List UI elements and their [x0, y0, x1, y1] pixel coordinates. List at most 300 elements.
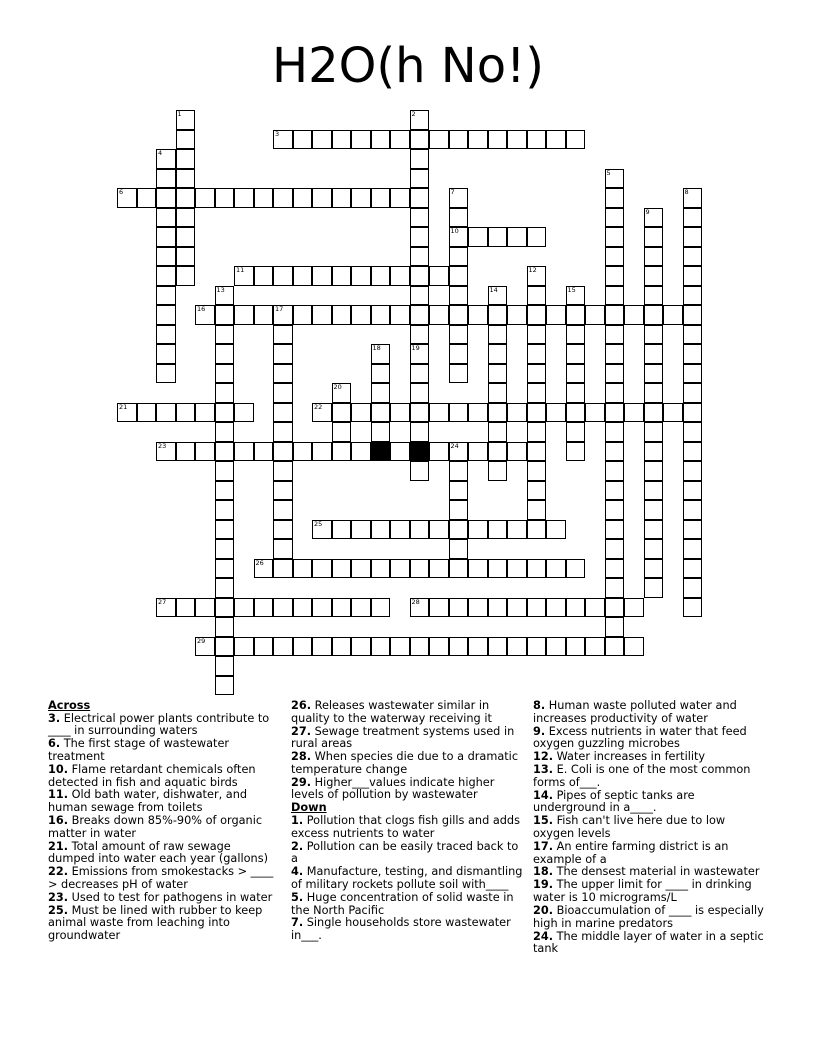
- grid-cell[interactable]: [566, 383, 586, 403]
- grid-cell[interactable]: [390, 442, 410, 462]
- grid-cell[interactable]: [332, 442, 352, 462]
- grid-cell[interactable]: [293, 130, 313, 150]
- grid-cell[interactable]: [605, 266, 625, 286]
- grid-cell[interactable]: [429, 598, 449, 618]
- grid-cell[interactable]: [468, 637, 488, 657]
- grid-cell[interactable]: [390, 403, 410, 423]
- clue-down-24[interactable]: 24. The middle layer of water in a septic tank: [533, 929, 764, 956]
- grid-cell[interactable]: [176, 169, 196, 189]
- grid-cell[interactable]: [527, 598, 547, 618]
- grid-cell[interactable]: [605, 520, 625, 540]
- grid-cell[interactable]: [644, 520, 664, 540]
- clue-down-2[interactable]: 2. Pollution can be easily traced back to a: [291, 839, 519, 866]
- grid-cell[interactable]: [371, 403, 391, 423]
- grid-cell[interactable]: [156, 364, 176, 384]
- grid-cell[interactable]: [527, 422, 547, 442]
- grid-cell[interactable]: [156, 403, 176, 423]
- clue-down-14[interactable]: 14. Pipes of septic tanks are underground in a____.: [533, 788, 695, 815]
- grid-cell[interactable]: [390, 637, 410, 657]
- grid-cell[interactable]: [371, 305, 391, 325]
- grid-cell[interactable]: [351, 188, 371, 208]
- grid-cell[interactable]: [468, 403, 488, 423]
- grid-cell[interactable]: [683, 286, 703, 306]
- grid-cell[interactable]: [371, 364, 391, 384]
- grid-cell[interactable]: [527, 325, 547, 345]
- grid-cell[interactable]: [488, 130, 508, 150]
- grid-cell[interactable]: [683, 344, 703, 364]
- grid-cell[interactable]: [566, 559, 586, 579]
- grid-cell[interactable]: [215, 481, 235, 501]
- grid-cell[interactable]: [527, 364, 547, 384]
- grid-cell[interactable]: [351, 305, 371, 325]
- grid-cell[interactable]: [488, 344, 508, 364]
- grid-cell[interactable]: [449, 520, 469, 540]
- grid-cell[interactable]: [312, 130, 332, 150]
- grid-cell[interactable]: [371, 598, 391, 618]
- grid-cell[interactable]: [683, 578, 703, 598]
- grid-cell[interactable]: [351, 559, 371, 579]
- clue-down-18[interactable]: 18. The densest material in wastewater: [533, 865, 760, 879]
- clue-across-6[interactable]: 6. The first stage of wastewater treatment: [48, 737, 230, 763]
- grid-cell[interactable]: [234, 403, 254, 423]
- grid-cell[interactable]: [429, 266, 449, 286]
- grid-cell[interactable]: [390, 266, 410, 286]
- grid-cell[interactable]: [215, 344, 235, 364]
- grid-cell[interactable]: [683, 461, 703, 481]
- grid-cell[interactable]: [156, 169, 176, 189]
- grid-cell[interactable]: [351, 130, 371, 150]
- grid-cell[interactable]: [683, 539, 703, 559]
- grid-cell[interactable]: [390, 188, 410, 208]
- grid-cell[interactable]: [137, 188, 157, 208]
- grid-cell[interactable]: [332, 520, 352, 540]
- grid-cell[interactable]: [293, 188, 313, 208]
- grid-cell[interactable]: [254, 637, 274, 657]
- grid-cell[interactable]: [605, 227, 625, 247]
- grid-cell[interactable]: [527, 403, 547, 423]
- grid-cell[interactable]: [410, 286, 430, 306]
- grid-cell[interactable]: [332, 422, 352, 442]
- grid-cell[interactable]: [234, 637, 254, 657]
- grid-cell[interactable]: [410, 637, 430, 657]
- grid-cell[interactable]: [429, 637, 449, 657]
- grid-cell[interactable]: [312, 442, 332, 462]
- grid-cell[interactable]: [605, 617, 625, 637]
- grid-cell[interactable]: [273, 266, 293, 286]
- grid-cell[interactable]: [176, 227, 196, 247]
- clue-across-21[interactable]: 21. Total amount of raw sewage dumped into water each year (gallons): [48, 839, 268, 866]
- grid-cell[interactable]: [683, 422, 703, 442]
- clue-down-20[interactable]: 20. Bioaccumulation of ____ is especially high in marine predators: [533, 903, 764, 930]
- grid-cell[interactable]: [156, 305, 176, 325]
- grid-cell[interactable]: [215, 442, 235, 462]
- grid-cell[interactable]: [429, 403, 449, 423]
- grid-cell[interactable]: [644, 539, 664, 559]
- grid-cell[interactable]: [371, 637, 391, 657]
- grid-cell[interactable]: [605, 578, 625, 598]
- grid-cell[interactable]: [351, 266, 371, 286]
- grid-cell[interactable]: [644, 227, 664, 247]
- grid-cell[interactable]: [273, 325, 293, 345]
- grid-cell[interactable]: [215, 617, 235, 637]
- grid-cell[interactable]: [215, 598, 235, 618]
- grid-cell[interactable]: [156, 325, 176, 345]
- grid-cell[interactable]: [605, 344, 625, 364]
- grid-cell[interactable]: [312, 266, 332, 286]
- grid-cell[interactable]: [644, 500, 664, 520]
- grid-cell[interactable]: [176, 130, 196, 150]
- grid-cell[interactable]: [332, 403, 352, 423]
- grid-cell[interactable]: [605, 364, 625, 384]
- grid-cell[interactable]: [683, 383, 703, 403]
- grid-cell[interactable]: [410, 227, 430, 247]
- grid-cell[interactable]: [449, 344, 469, 364]
- grid-cell[interactable]: [488, 520, 508, 540]
- grid-cell[interactable]: [546, 130, 566, 150]
- grid-cell[interactable]: [273, 520, 293, 540]
- grid-cell[interactable]: [176, 188, 196, 208]
- grid-cell[interactable]: [449, 247, 469, 267]
- grid-cell[interactable]: [644, 559, 664, 579]
- clue-across-16[interactable]: 16. Breaks down 85%-90% of organic matter in water: [48, 814, 263, 840]
- grid-cell[interactable]: [273, 461, 293, 481]
- grid-cell[interactable]: [546, 403, 566, 423]
- clue-across-3[interactable]: 3. Electrical power plants contribute to ____ in surrounding waters: [48, 711, 270, 738]
- clue-across-23[interactable]: 23. Used to test for pathogens in water: [48, 890, 273, 904]
- grid-cell[interactable]: [605, 539, 625, 559]
- grid-cell[interactable]: [215, 676, 235, 696]
- grid-cell[interactable]: [429, 559, 449, 579]
- grid-cell[interactable]: [293, 637, 313, 657]
- grid-cell[interactable]: [468, 520, 488, 540]
- grid-cell[interactable]: [624, 403, 644, 423]
- grid-cell[interactable]: [585, 403, 605, 423]
- grid-cell[interactable]: [683, 442, 703, 462]
- grid-cell[interactable]: [605, 383, 625, 403]
- clue-down-15[interactable]: 15. Fish can't live here due to low oxygen levels: [533, 814, 726, 840]
- grid-cell[interactable]: [605, 325, 625, 345]
- grid-cell[interactable]: [312, 637, 332, 657]
- clue-down-19[interactable]: 19. The upper limit for ____ in drinking water is 10 micrograms/L: [533, 878, 752, 905]
- clue-down-7[interactable]: 7. Single households store wastewater in___.: [291, 916, 511, 943]
- grid-cell[interactable]: [410, 208, 430, 228]
- grid-cell[interactable]: [312, 559, 332, 579]
- grid-cell[interactable]: [410, 305, 430, 325]
- grid-cell[interactable]: [273, 637, 293, 657]
- grid-cell[interactable]: [234, 442, 254, 462]
- grid-cell[interactable]: [410, 559, 430, 579]
- clue-across-29[interactable]: 29. Higher___values indicate higher levels of pollution by wastewater: [291, 775, 495, 802]
- clue-across-25[interactable]: 25. Must be lined with rubber to keep animal waste from leaching into groundwater: [48, 903, 263, 943]
- grid-cell[interactable]: [468, 305, 488, 325]
- grid-cell[interactable]: [527, 305, 547, 325]
- grid-cell[interactable]: [644, 305, 664, 325]
- clue-down-5[interactable]: 5. Huge concentration of solid waste in the North Pacific: [291, 890, 514, 917]
- grid-cell[interactable]: [488, 442, 508, 462]
- grid-cell[interactable]: [410, 247, 430, 267]
- grid-cell[interactable]: [683, 403, 703, 423]
- grid-cell[interactable]: [195, 188, 215, 208]
- grid-cell[interactable]: [234, 188, 254, 208]
- grid-cell[interactable]: [605, 422, 625, 442]
- grid-cell[interactable]: [234, 598, 254, 618]
- grid-cell[interactable]: [215, 539, 235, 559]
- grid-cell[interactable]: [410, 461, 430, 481]
- grid-cell[interactable]: [273, 422, 293, 442]
- grid-cell[interactable]: [527, 130, 547, 150]
- grid-cell[interactable]: [605, 481, 625, 501]
- clue-down-8[interactable]: 8. Human waste polluted water and increases productivity of water: [533, 699, 737, 725]
- grid-cell[interactable]: [234, 305, 254, 325]
- grid-cell[interactable]: [351, 520, 371, 540]
- grid-cell[interactable]: [273, 481, 293, 501]
- grid-cell[interactable]: [390, 559, 410, 579]
- grid-cell[interactable]: [195, 442, 215, 462]
- grid-cell[interactable]: [644, 442, 664, 462]
- grid-cell[interactable]: [273, 403, 293, 423]
- grid-cell[interactable]: [566, 325, 586, 345]
- grid-cell[interactable]: [332, 598, 352, 618]
- grid-cell[interactable]: [449, 266, 469, 286]
- grid-cell[interactable]: [468, 559, 488, 579]
- grid-cell[interactable]: [215, 461, 235, 481]
- grid-cell[interactable]: [429, 520, 449, 540]
- grid-cell[interactable]: [644, 325, 664, 345]
- grid-cell[interactable]: [605, 247, 625, 267]
- grid-cell[interactable]: [449, 461, 469, 481]
- grid-cell[interactable]: [488, 305, 508, 325]
- grid-cell[interactable]: [566, 403, 586, 423]
- grid-cell[interactable]: [488, 461, 508, 481]
- grid-cell[interactable]: [644, 383, 664, 403]
- grid-cell[interactable]: [273, 344, 293, 364]
- grid-cell[interactable]: [468, 130, 488, 150]
- grid-cell[interactable]: [410, 130, 430, 150]
- grid-cell[interactable]: [644, 364, 664, 384]
- grid-cell[interactable]: [215, 383, 235, 403]
- grid-cell[interactable]: [273, 383, 293, 403]
- grid-cell[interactable]: [585, 637, 605, 657]
- grid-cell[interactable]: [449, 598, 469, 618]
- clue-down-9[interactable]: 9. Excess nutrients in water that feed oxygen guzzling microbes: [533, 724, 747, 751]
- grid-cell[interactable]: [488, 364, 508, 384]
- grid-cell[interactable]: [683, 364, 703, 384]
- grid-cell[interactable]: [566, 637, 586, 657]
- grid-cell[interactable]: [683, 227, 703, 247]
- grid-cell[interactable]: [390, 305, 410, 325]
- grid-cell[interactable]: [488, 598, 508, 618]
- grid-cell[interactable]: [176, 598, 196, 618]
- grid-cell[interactable]: [156, 188, 176, 208]
- grid-cell[interactable]: [371, 130, 391, 150]
- clue-across-28[interactable]: 28. When species die due to a dramatic temperature change: [291, 750, 519, 776]
- grid-cell[interactable]: [468, 442, 488, 462]
- grid-cell[interactable]: [527, 227, 547, 247]
- grid-cell[interactable]: [527, 481, 547, 501]
- grid-cell[interactable]: [410, 325, 430, 345]
- grid-cell[interactable]: [683, 481, 703, 501]
- grid-cell[interactable]: [566, 344, 586, 364]
- grid-cell[interactable]: [527, 637, 547, 657]
- grid-cell[interactable]: [507, 227, 527, 247]
- grid-cell[interactable]: [410, 188, 430, 208]
- grid-cell[interactable]: [449, 637, 469, 657]
- clue-across-26[interactable]: 26. Releases wastewater similar in quality to the waterway receiving it: [291, 699, 492, 725]
- grid-cell[interactable]: [683, 598, 703, 618]
- grid-cell[interactable]: [566, 364, 586, 384]
- grid-cell[interactable]: [176, 247, 196, 267]
- grid-cell[interactable]: [605, 442, 625, 462]
- grid-cell[interactable]: [527, 344, 547, 364]
- grid-cell[interactable]: [644, 286, 664, 306]
- grid-cell[interactable]: [488, 637, 508, 657]
- grid-cell[interactable]: [254, 266, 274, 286]
- grid-cell[interactable]: [507, 637, 527, 657]
- grid-cell[interactable]: [293, 305, 313, 325]
- grid-cell[interactable]: [215, 364, 235, 384]
- grid-cell[interactable]: [605, 500, 625, 520]
- grid-cell[interactable]: [507, 559, 527, 579]
- grid-cell[interactable]: [215, 325, 235, 345]
- grid-cell[interactable]: [312, 305, 332, 325]
- grid-cell[interactable]: [605, 637, 625, 657]
- grid-cell[interactable]: [449, 305, 469, 325]
- grid-cell[interactable]: [332, 637, 352, 657]
- grid-cell[interactable]: [293, 559, 313, 579]
- grid-cell[interactable]: [156, 266, 176, 286]
- grid-cell[interactable]: [254, 442, 274, 462]
- grid-cell[interactable]: [488, 559, 508, 579]
- grid-cell[interactable]: [351, 442, 371, 462]
- grid-cell[interactable]: [644, 461, 664, 481]
- grid-cell[interactable]: [449, 403, 469, 423]
- grid-cell[interactable]: [410, 364, 430, 384]
- grid-cell[interactable]: [293, 442, 313, 462]
- grid-cell[interactable]: [468, 227, 488, 247]
- grid-cell[interactable]: [683, 520, 703, 540]
- grid-cell[interactable]: [683, 305, 703, 325]
- grid-cell[interactable]: [371, 559, 391, 579]
- grid-cell[interactable]: [488, 383, 508, 403]
- grid-cell[interactable]: [176, 266, 196, 286]
- grid-cell[interactable]: [566, 598, 586, 618]
- grid-cell[interactable]: [390, 130, 410, 150]
- grid-cell[interactable]: [663, 305, 683, 325]
- grid-cell[interactable]: [527, 520, 547, 540]
- grid-cell[interactable]: [215, 578, 235, 598]
- grid-cell[interactable]: [351, 403, 371, 423]
- grid-cell[interactable]: [332, 188, 352, 208]
- grid-cell[interactable]: [371, 188, 391, 208]
- grid-cell[interactable]: [624, 637, 644, 657]
- grid-cell[interactable]: [546, 559, 566, 579]
- grid-cell[interactable]: [215, 637, 235, 657]
- grid-cell[interactable]: [449, 481, 469, 501]
- clue-down-17[interactable]: 17. An entire farming district is an example of a: [533, 839, 729, 866]
- grid-cell[interactable]: [273, 442, 293, 462]
- grid-cell[interactable]: [527, 500, 547, 520]
- grid-cell[interactable]: [663, 403, 683, 423]
- grid-cell[interactable]: [312, 188, 332, 208]
- grid-cell[interactable]: [293, 598, 313, 618]
- grid-cell[interactable]: [371, 422, 391, 442]
- grid-cell[interactable]: [371, 266, 391, 286]
- grid-cell[interactable]: [312, 598, 332, 618]
- grid-cell[interactable]: [273, 539, 293, 559]
- grid-cell[interactable]: [410, 403, 430, 423]
- grid-cell[interactable]: [644, 422, 664, 442]
- clue-down-4[interactable]: 4. Manufacture, testing, and dismantling of military rockets pollute soil with____: [291, 865, 523, 891]
- grid-cell[interactable]: [254, 305, 274, 325]
- grid-cell[interactable]: [156, 286, 176, 306]
- grid-cell[interactable]: [332, 130, 352, 150]
- grid-cell[interactable]: [410, 520, 430, 540]
- grid-cell[interactable]: [371, 520, 391, 540]
- grid-cell[interactable]: [644, 344, 664, 364]
- grid-cell[interactable]: [195, 598, 215, 618]
- grid-cell[interactable]: [566, 130, 586, 150]
- grid-cell[interactable]: [683, 266, 703, 286]
- grid-cell[interactable]: [605, 208, 625, 228]
- grid-cell[interactable]: [644, 247, 664, 267]
- grid-cell[interactable]: [390, 520, 410, 540]
- grid-cell[interactable]: [605, 188, 625, 208]
- grid-cell[interactable]: [546, 305, 566, 325]
- clue-down-1[interactable]: 1. Pollution that clogs fish gills and adds excess nutrients to water: [291, 814, 520, 840]
- grid-cell[interactable]: [332, 559, 352, 579]
- grid-cell[interactable]: [644, 578, 664, 598]
- grid-cell[interactable]: [215, 188, 235, 208]
- grid-cell[interactable]: [644, 266, 664, 286]
- grid-cell[interactable]: [605, 403, 625, 423]
- grid-cell[interactable]: [449, 286, 469, 306]
- clue-across-11[interactable]: 11. Old bath water, dishwater, and human sewage from toilets: [48, 788, 248, 815]
- grid-cell[interactable]: [449, 208, 469, 228]
- grid-cell[interactable]: [527, 383, 547, 403]
- grid-cell[interactable]: [488, 422, 508, 442]
- grid-cell[interactable]: [449, 130, 469, 150]
- grid-cell[interactable]: [156, 344, 176, 364]
- clue-down-12[interactable]: 12. Water increases in fertility: [533, 750, 706, 764]
- grid-cell[interactable]: [527, 286, 547, 306]
- grid-cell[interactable]: [488, 325, 508, 345]
- grid-cell[interactable]: [215, 403, 235, 423]
- grid-cell[interactable]: [215, 422, 235, 442]
- grid-cell[interactable]: [293, 266, 313, 286]
- grid-cell[interactable]: [566, 422, 586, 442]
- grid-cell[interactable]: [566, 305, 586, 325]
- grid-cell[interactable]: [527, 461, 547, 481]
- grid-cell[interactable]: [585, 305, 605, 325]
- clue-across-27[interactable]: 27. Sewage treatment systems used in rural areas: [291, 724, 515, 751]
- grid-cell[interactable]: [605, 559, 625, 579]
- clue-across-10[interactable]: 10. Flame retardant chemicals often detected in fish and aquatic birds: [48, 762, 256, 789]
- grid-cell[interactable]: [624, 598, 644, 618]
- grid-cell[interactable]: [351, 598, 371, 618]
- grid-cell[interactable]: [683, 247, 703, 267]
- clue-down-13[interactable]: 13. E. Coli is one of the most common forms of___.: [533, 763, 751, 789]
- grid-cell[interactable]: [215, 305, 235, 325]
- grid-cell[interactable]: [273, 598, 293, 618]
- grid-cell[interactable]: [410, 149, 430, 169]
- grid-cell[interactable]: [273, 188, 293, 208]
- grid-cell[interactable]: [156, 247, 176, 267]
- grid-cell[interactable]: [449, 539, 469, 559]
- grid-cell[interactable]: [605, 305, 625, 325]
- grid-cell[interactable]: [215, 656, 235, 676]
- grid-cell[interactable]: [137, 403, 157, 423]
- clue-across-22[interactable]: 22. Emissions from smokestacks > ____ > decreases pH of water: [48, 865, 274, 891]
